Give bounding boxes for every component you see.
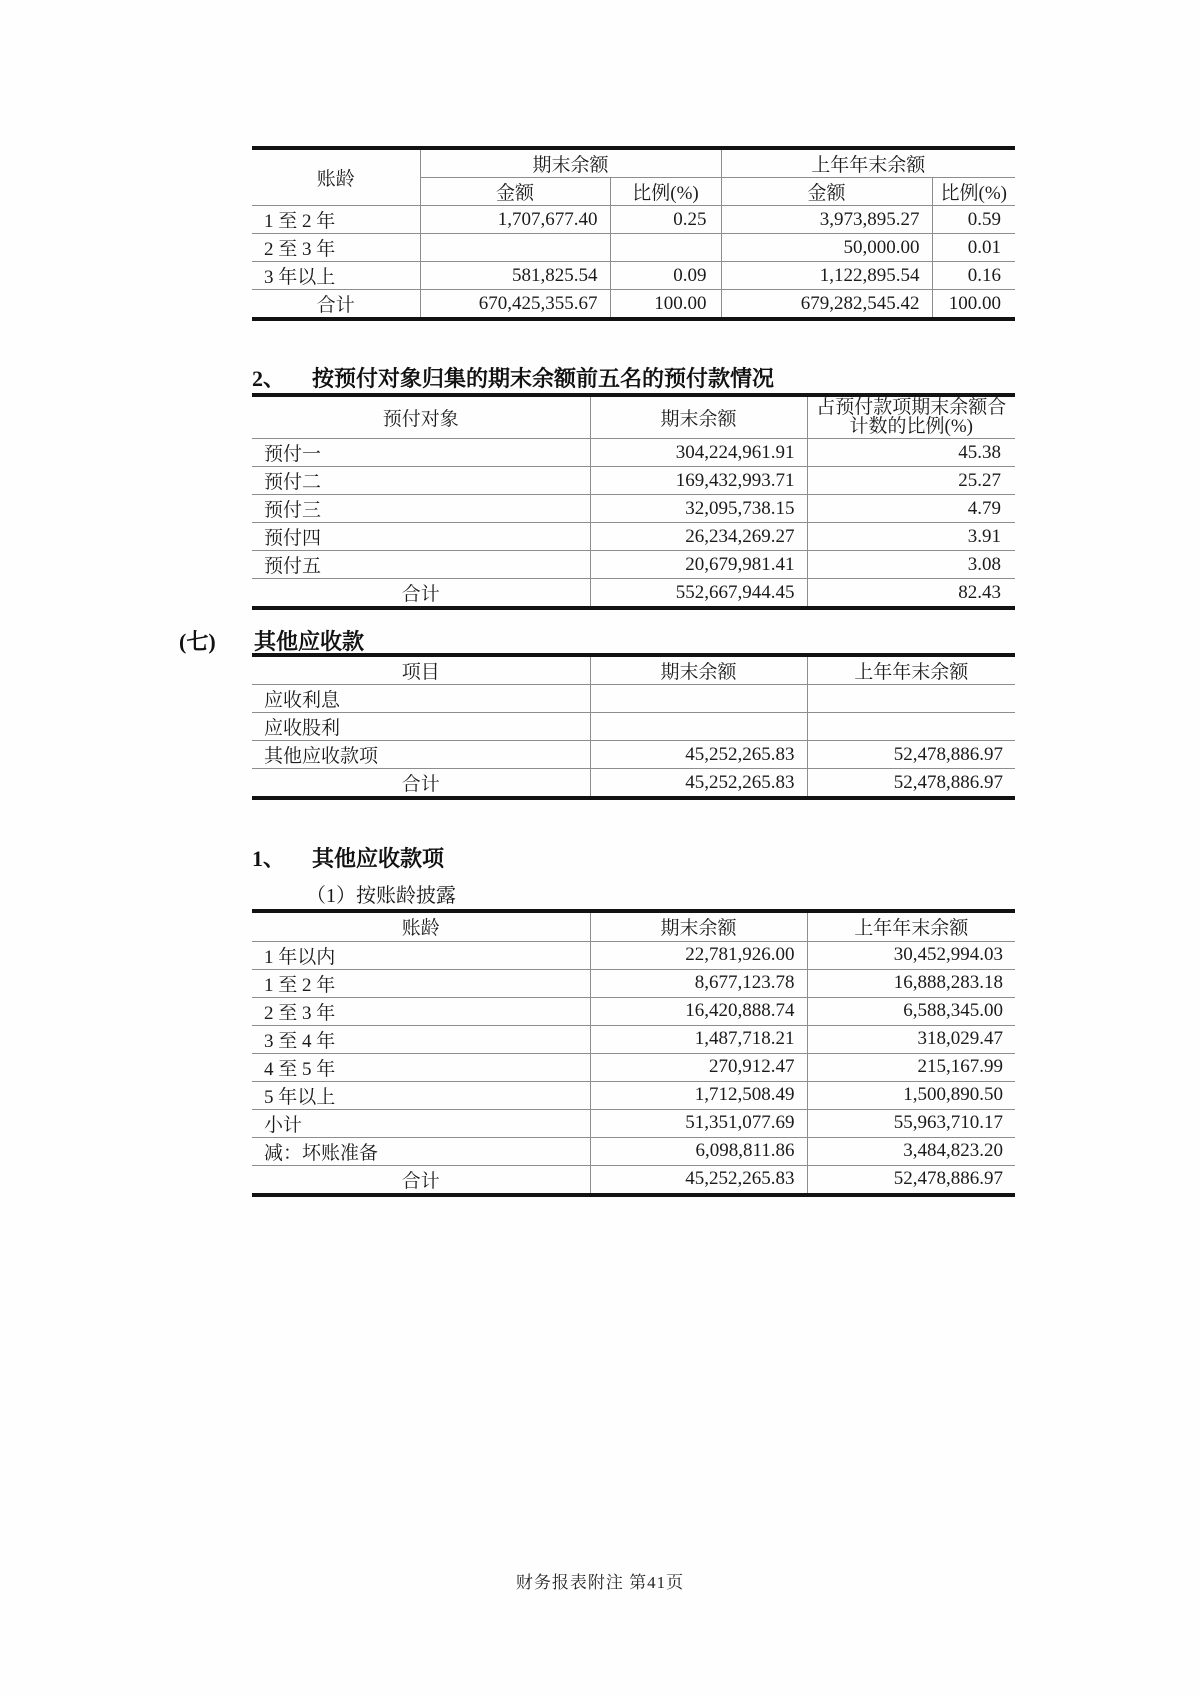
amount-cell: 20,679,981.41 [590,551,807,579]
table-row [252,685,1015,713]
row-label-cell: 5 年以上 [252,1081,590,1109]
amount-cell: 1,487,718.21 [590,1025,807,1053]
table-row [252,1137,1015,1165]
row-label-cell: 3 至 4 年 [252,1025,590,1053]
amount-cell: 304,224,961.91 [590,439,807,467]
subheader-amount: 金额 [721,178,932,206]
row-label-cell: 其他应收款项 [252,741,590,769]
row-label-cell: 1 年以内 [252,941,590,969]
amount-cell: 32,095,738.15 [590,495,807,523]
amount-cell: 6,098,811.86 [590,1137,807,1165]
total-label-cell: 合计 [252,579,590,609]
amount-cell: 1,122,895.54 [721,262,932,290]
amount-cell: 50,000.00 [721,234,932,262]
header-target: 预付对象 [382,409,459,430]
section-other-items-heading [252,842,444,873]
row-label-cell: 减：坏账准备 [252,1137,590,1165]
row-label-cell: 2 至 3 年 [252,234,420,262]
other-receivables-table-wrapper [252,653,1015,800]
table-row [252,262,1015,290]
total-label-cell: 合计 [252,769,590,799]
prepayment-aging-table [252,146,1015,321]
table-row [252,467,1015,495]
amount-cell: 26,234,269.27 [590,523,807,551]
amount-cell: 30,452,994.03 [807,941,1015,969]
row-label-cell: 预付一 [252,439,590,467]
row-label-cell: 预付三 [252,495,590,523]
row-label-cell: 小计 [252,1109,590,1137]
row-label-cell: 应收利息 [252,685,590,713]
amount-cell [590,685,807,713]
amount-cell: 3,484,823.20 [807,1137,1015,1165]
group-header-prior: 上年年末余额 [721,148,1015,178]
section-number: 1、 [252,846,286,871]
amount-cell: 679,282,545.42 [721,290,932,320]
amount-cell: 318,029.47 [807,1025,1015,1053]
header-ending: 期末余额 [590,655,807,685]
amount-cell: 552,667,944.45 [590,579,807,609]
table-row [252,741,1015,769]
aging-disclosure-subtitle: （1）按账龄披露 [306,885,456,907]
section-other-receivables-heading [179,625,364,656]
section-number: 2、 [252,366,286,391]
table-header-row [252,395,1015,439]
amount-cell [420,234,610,262]
amount-cell: 51,351,077.69 [590,1109,807,1137]
table-header-row [252,911,1015,941]
subheader-ratio: 比例(%) [610,178,721,206]
table-row [252,969,1015,997]
subheader-amount: 金额 [420,178,610,206]
table-row [252,495,1015,523]
top5-prepayment-table [252,393,1015,610]
total-label-cell: 合计 [252,290,420,320]
corner-header-cell: 账龄 [316,169,355,190]
prepayment-aging-table-wrapper [252,146,1015,321]
section-top5-heading [252,362,774,393]
section-title: 按预付对象归集的期末余额前五名的预付款情况 [312,366,775,391]
ratio-cell: 82.43 [807,579,1015,609]
table-row [252,523,1015,551]
header-prior: 上年年末余额 [807,655,1015,685]
header-ratio-text: 占预付款项期末余额合 计数的比例(%) [816,397,1007,437]
section-number: (七) [179,629,216,654]
ratio-cell: 100.00 [932,290,1015,320]
amount-cell: 22,781,926.00 [590,941,807,969]
ratio-cell: 100.00 [610,290,721,320]
ratio-cell: 0.16 [932,262,1015,290]
row-label-cell: 应收股利 [252,713,590,741]
ratio-cell: 4.79 [807,495,1015,523]
amount-cell [807,713,1015,741]
table-subtotal-row [252,1109,1015,1137]
subheader-ratio: 比例(%) [932,178,1015,206]
amount-cell: 45,252,265.83 [590,769,807,799]
table-total-row [252,290,1015,320]
other-items-aging-table [252,909,1015,1197]
amount-cell [590,713,807,741]
amount-cell: 581,825.54 [420,262,610,290]
row-label-cell: 预付二 [252,467,590,495]
amount-cell: 45,252,265.83 [590,741,807,769]
header-ending: 期末余额 [590,911,807,941]
ratio-cell: 3.08 [807,551,1015,579]
amount-cell: 45,252,265.83 [590,1165,807,1195]
table-header-row [252,148,1015,178]
amount-cell: 670,425,355.67 [420,290,610,320]
header-ratio [807,395,1015,439]
table-header-row [252,655,1015,685]
amount-cell: 1,500,890.50 [807,1081,1015,1109]
ratio-cell: 25.27 [807,467,1015,495]
table-total-row [252,579,1015,609]
table-row [252,997,1015,1025]
row-label-cell: 1 至 2 年 [252,206,420,234]
row-label-cell: 4 至 5 年 [252,1053,590,1081]
table-row [252,713,1015,741]
ratio-cell: 0.09 [610,262,721,290]
row-label-cell: 2 至 3 年 [252,997,590,1025]
amount-cell: 1,707,677.40 [420,206,610,234]
amount-cell: 1,712,508.49 [590,1081,807,1109]
amount-cell: 52,478,886.97 [807,1165,1015,1195]
amount-cell [807,685,1015,713]
total-label-cell: 合计 [252,1165,590,1195]
page-footer: 财务报表附注 第41页 [515,1573,685,1592]
header-ending: 期末余额 [590,395,807,439]
amount-cell: 6,588,345.00 [807,997,1015,1025]
table-row [252,439,1015,467]
ratio-cell: 0.01 [932,234,1015,262]
amount-cell: 55,963,710.17 [807,1109,1015,1137]
amount-cell: 215,167.99 [807,1053,1015,1081]
section-title: 其他应收款项 [312,846,445,871]
table-row [252,234,1015,262]
ratio-cell: 45.38 [807,439,1015,467]
ratio-cell: 0.59 [932,206,1015,234]
table-row [252,551,1015,579]
amount-cell: 3,973,895.27 [721,206,932,234]
amount-cell: 169,432,993.71 [590,467,807,495]
table-row [252,1053,1015,1081]
table-row [252,941,1015,969]
amount-cell: 52,478,886.97 [807,769,1015,799]
top5-prepayment-table-wrapper [252,393,1015,610]
other-items-aging-table-wrapper [252,909,1015,1197]
amount-cell: 16,420,888.74 [590,997,807,1025]
header-item: 项目 [401,662,440,683]
other-receivables-table [252,653,1015,800]
table-row [252,1025,1015,1053]
table-total-row [252,769,1015,799]
row-label-cell: 3 年以上 [252,262,420,290]
header-prior: 上年年末余额 [807,911,1015,941]
row-label-cell: 预付四 [252,523,590,551]
amount-cell: 8,677,123.78 [590,969,807,997]
table-row [252,206,1015,234]
amount-cell: 270,912.47 [590,1053,807,1081]
table-total-row [252,1165,1015,1195]
row-label-cell: 预付五 [252,551,590,579]
amount-cell: 16,888,283.18 [807,969,1015,997]
ratio-cell: 3.91 [807,523,1015,551]
section-title: 其他应收款 [254,629,365,654]
ratio-cell [610,234,721,262]
ratio-cell: 0.25 [610,206,721,234]
header-aging: 账龄 [401,918,440,940]
amount-cell: 52,478,886.97 [807,741,1015,769]
row-label-cell: 1 至 2 年 [252,969,590,997]
group-header-ending: 期末余额 [420,148,721,178]
table-row [252,1081,1015,1109]
